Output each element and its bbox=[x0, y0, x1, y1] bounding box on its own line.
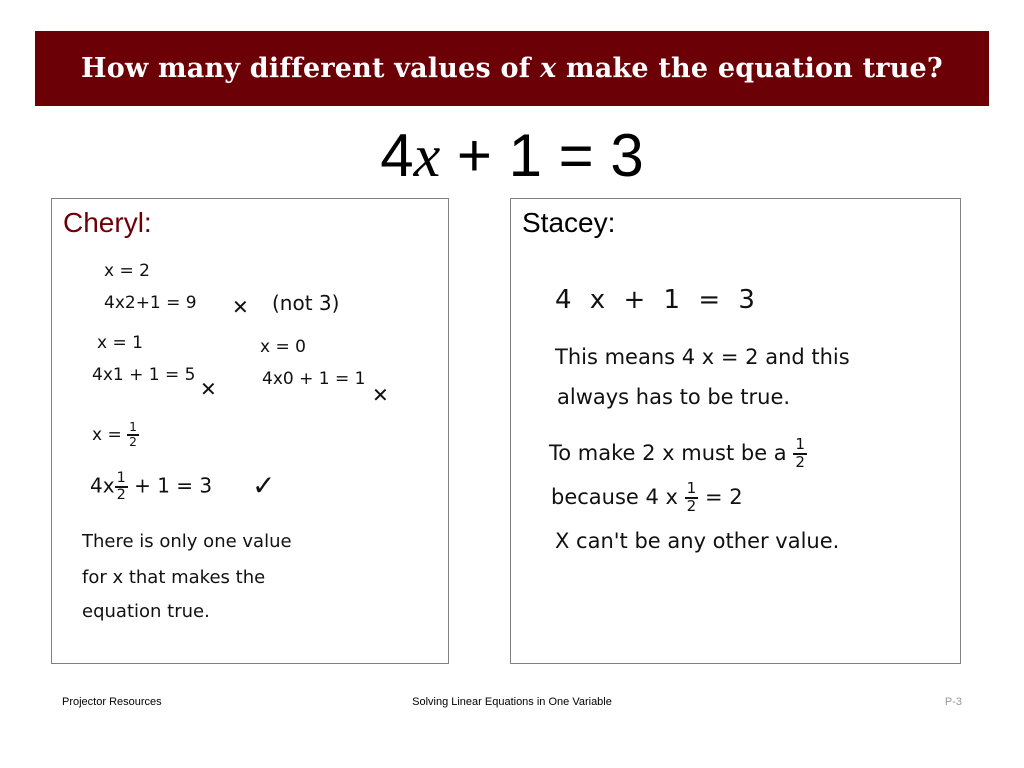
slide-title bbox=[81, 53, 943, 84]
cheryl-cross-mark-3: ✕ bbox=[372, 383, 389, 407]
cheryl-line-4x1: 4x1 + 1 = 5 bbox=[92, 365, 196, 385]
footer-center: Solving Linear Equations in One Variable bbox=[412, 696, 612, 708]
title-text-after: make the equation true? bbox=[556, 53, 943, 84]
cheryl-line-x2: x = 2 bbox=[104, 261, 150, 281]
fraction-numerator: 1 bbox=[129, 420, 137, 434]
cheryl-check-mark: ✓ bbox=[252, 469, 276, 502]
cheryl-line-4x2: 4x2+1 = 9 bbox=[104, 293, 197, 313]
fraction-numerator: 1 bbox=[795, 435, 805, 453]
stacey-line-5 bbox=[551, 481, 743, 515]
footer-left: Projector Resources bbox=[62, 696, 162, 708]
stacey-line-equation: 4 x + 1 = 3 bbox=[555, 285, 755, 315]
cheryl-4x-half-prefix: 4x bbox=[90, 473, 115, 498]
stacey-line-4 bbox=[549, 437, 807, 471]
fraction-denominator: 2 bbox=[686, 496, 697, 515]
fraction-denominator: 2 bbox=[795, 452, 805, 471]
cheryl-cross-mark-2: ✕ bbox=[200, 377, 217, 401]
stacey-line-3: always has to be true. bbox=[557, 385, 791, 409]
cheryl-panel bbox=[51, 198, 449, 664]
cheryl-half-fraction-1 bbox=[127, 421, 139, 449]
equation-variable: x bbox=[413, 123, 441, 189]
stacey-line-2: This means 4 x = 2 and this bbox=[555, 345, 850, 369]
fraction-denominator: 2 bbox=[116, 487, 126, 504]
title-text-before: How many different values of bbox=[81, 53, 541, 84]
equation-rest: + 1 = 3 bbox=[440, 122, 644, 189]
stacey-name: Stacey: bbox=[522, 207, 616, 238]
cheryl-line-x1: x = 1 bbox=[97, 333, 143, 353]
cheryl-half-fraction-2 bbox=[115, 471, 128, 503]
stacey-line-4-text: To make 2 x must be a bbox=[549, 440, 787, 465]
cheryl-line-x-half bbox=[92, 421, 139, 449]
cheryl-line-4x-half bbox=[90, 471, 212, 503]
cheryl-line-x0: x = 0 bbox=[260, 337, 306, 357]
cheryl-conclusion-line-2: for x that makes the bbox=[82, 567, 266, 588]
equation-coefficient: 4 bbox=[380, 122, 414, 189]
main-equation bbox=[0, 120, 1024, 192]
fraction-numerator: 1 bbox=[115, 471, 128, 488]
title-banner bbox=[35, 31, 989, 106]
stacey-panel bbox=[510, 198, 961, 664]
cheryl-conclusion-line-3: equation true. bbox=[82, 601, 210, 622]
cheryl-cross-mark-1: ✕ bbox=[232, 295, 249, 319]
stacey-half-fraction-1 bbox=[793, 437, 807, 471]
stacey-line-5-text: because 4 x bbox=[551, 484, 678, 509]
cheryl-line-4x0: 4x0 + 1 = 1 bbox=[262, 369, 366, 389]
cheryl-note-not3: (not 3) bbox=[272, 291, 340, 315]
fraction-denominator: 2 bbox=[129, 434, 137, 449]
footer-page-number: P-3 bbox=[944, 696, 962, 708]
cheryl-name: Cheryl: bbox=[63, 207, 152, 238]
stacey-line-5-suffix: = 2 bbox=[704, 484, 743, 509]
cheryl-4x-half-suffix: + 1 = 3 bbox=[134, 473, 213, 498]
title-variable: x bbox=[540, 53, 557, 84]
stacey-line-6: X can't be any other value. bbox=[555, 529, 840, 553]
fraction-numerator: 1 bbox=[686, 479, 697, 497]
cheryl-x-half-prefix: x = bbox=[92, 424, 122, 445]
stacey-half-fraction-2 bbox=[685, 481, 699, 515]
cheryl-conclusion-line-1: There is only one value bbox=[82, 531, 292, 552]
